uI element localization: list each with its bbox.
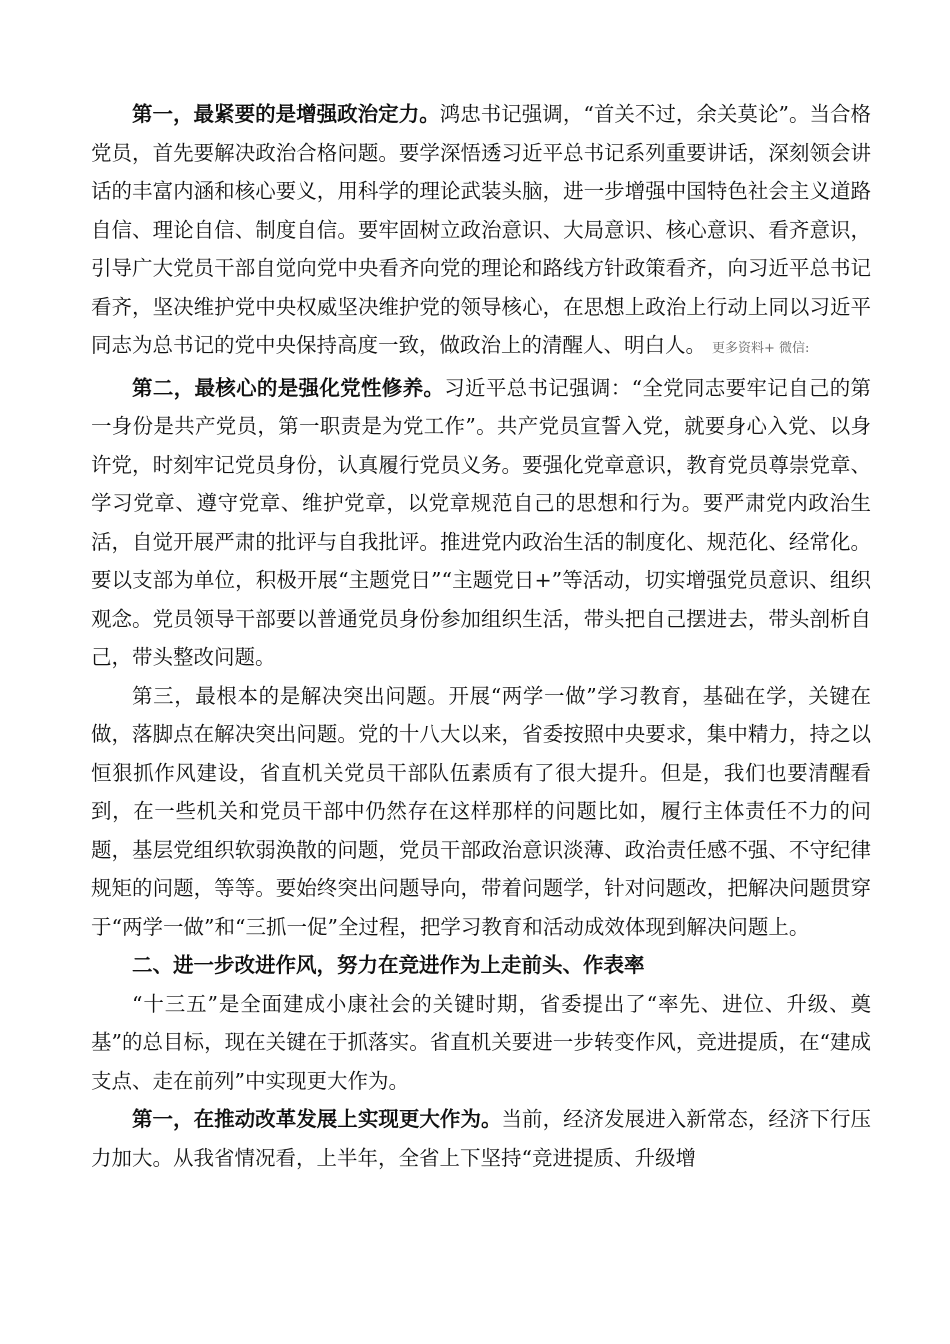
paragraph-body: 第三，最根本的是解决突出问题。开展“两学一做”学习教育，基础在学，关键在做，落脚点在解决突出问题。党的十八大以来，省委按照中央要求，集中精力，持之以恒狠抓作风建设，省直机关党员干部队伍素质有了很大提升。但是，我们也要清醒看到，在一些机关和党员干部中仍然存在这样那样的问题比如，履行主体责任不力的问题，基层党组织软弱涣散的问题，党员干部政治意识淡薄、政治责任感不强、不守纪律规矩的问题，等等。要始终突出问题导向，带着问题学，针对问题改，把解决问题贯穿于“两学一做”和“三抓一促”全过程，把学习教育和活动成效体现到解决问题上。: [91, 683, 871, 939]
document-page: [91, 95, 871, 1177]
watermark-note: 更多资料+ 微信:: [712, 341, 810, 356]
paragraph-political-stance: [91, 95, 871, 369]
paragraph-lead: 第一，在推动改革发展上实现更大作为。: [132, 1107, 502, 1131]
paragraph-lead: 第二，最核心的是强化党性修养。: [132, 375, 445, 400]
paragraph-body: “十三五”是全面建成小康社会的关键时期，省委提出了“率先、进位、升级、奠基”的总目标，现在关键在于抓落实。省直机关要进一步转变作风，竞进提质，在“建成支点、走在前列”中实现更大作为。: [91, 991, 871, 1093]
paragraph-solve-problems: [91, 677, 871, 947]
paragraph-lead: 第一，最紧要的是增强政治定力。: [132, 102, 440, 126]
section-heading: 二、进一步改进作风，努力在竞进作为上走前头、作表率: [132, 953, 645, 977]
paragraph-body: 习近平总书记强调：“全党同志要牢记自己的第一身份是共产党员，第一职责是为党工作”。共产党员宣誓入党，就要身心入党、以身许党，时刻牢记党员身份，认真履行党员义务。要强化党章意识，教育党员尊崇党章、学习党章、遵守党章、维护党章，以党章规范自己的思想和行为。要严肃党内政治生活，自觉开展严肃的批评与自我批评。推进党内政治生活的制度化、规范化、经常化。要以支部为单位，积极开展“主题党日”“主题党日+”等活动，切实增强党员意识、组织观念。党员领导干部要以普通党员身份参加组织生活，带头把自己摆进去，带头剖析自己，带头整改问题。: [91, 375, 872, 669]
paragraph-body: 鸿忠书记强调，“首关不过，余关莫论”。当合格党员，首先要解决政治合格问题。要学深悟透习近平总书记系列重要讲话，深刻领会讲话的丰富内涵和核心要义，用科学的理论武装头脑，进一步增强中国特色社会主义道路自信、理论自信、制度自信。要牢固树立政治意识、大局意识、核心意识、看齐意识，引导广大党员干部自觉向党中央看齐向党的理论和路线方针政策看齐，向习近平总书记看齐，坚决维护党中央权威坚决维护党的领导核心，在思想上政治上行动上同以习近平同志为总书记的党中央保持高度一致，做政治上的清醒人、明白人。: [91, 102, 872, 357]
paragraph-reform-development: [91, 1100, 871, 1177]
paragraph-thirteenth-five-year: [91, 985, 871, 1101]
paragraph-body: 当前，经济发展进入新常态，经济下行压力加大。从我省情况看，上半年，全省上下坚持“竞进提质、升级增: [91, 1107, 872, 1170]
paragraph-party-spirit: [91, 369, 871, 677]
